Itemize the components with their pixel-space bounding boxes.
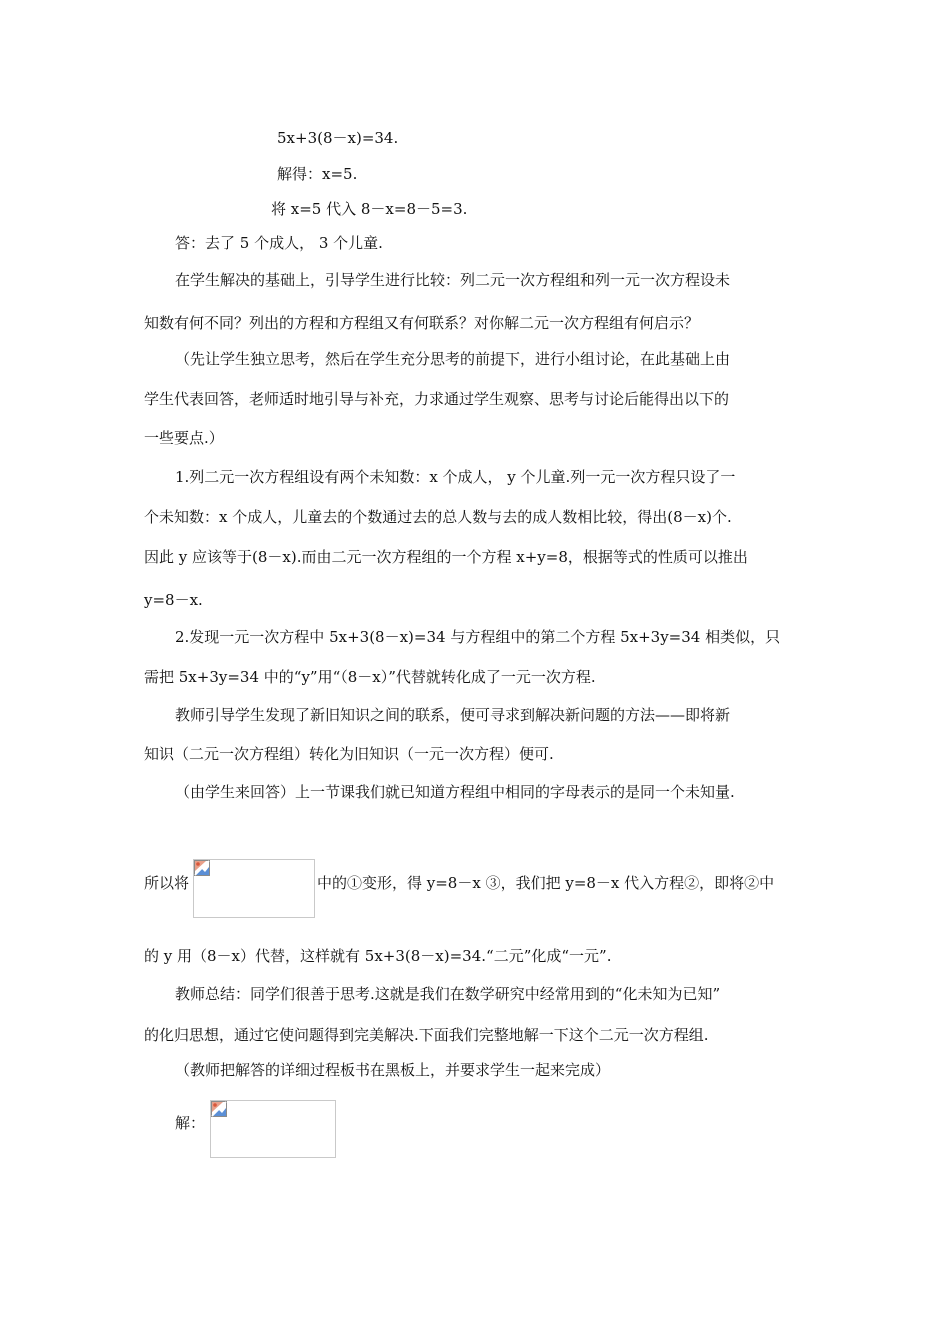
paragraph-line: y=8－x. [144, 591, 203, 609]
paragraph-line: 的 y 用（8－x）代替，这样就有 5x+3(8－x)=34.“二元”化成“一元”. [144, 947, 612, 965]
substitution-line: 将 x=5 代入 8－x=8－5=3. [271, 200, 468, 218]
paragraph-line: 个未知数：x 个成人，儿童去的个数通过去的总人数与去的成人数相比较，得出(8－x)个. [144, 508, 732, 526]
equation-line: 5x+3(8－x)=34. [277, 129, 399, 147]
broken-image-icon [211, 1101, 227, 1117]
solution-line: 解得：x=5. [277, 165, 358, 183]
solution-image-placeholder [210, 1100, 336, 1158]
paragraph-line: 1.列二元一次方程组设有两个未知数：x 个成人， y 个儿童.列一元一次方程只设了一 [175, 468, 736, 486]
paragraph-line: 所以将 [144, 874, 190, 892]
paragraph-line: 因此 y 应该等于(8－x).而由二元一次方程组的一个方程 x+y=8，根据等式的性质可以推出 [144, 548, 748, 566]
paragraph-line: 知识（二元一次方程组）转化为旧知识（一元一次方程）便可. [144, 745, 554, 763]
paragraph-line: 知数有何不同？列出的方程和方程组又有何联系？对你解二元一次方程组有何启示？ [144, 314, 700, 332]
paragraph-line: 中的①变形，得 y=8－x ③，我们把 y=8－x 代入方程②，即将②中 [317, 874, 775, 892]
paragraph-line: 的化归思想，通过它使问题得到完美解决.下面我们完整地解一下这个二元一次方程组. [144, 1026, 709, 1044]
paragraph-line: 教师总结：同学们很善于思考.这就是我们在数学研究中经常用到的“化未知为已知” [175, 985, 721, 1003]
paragraph-line: 2.发现一元一次方程中 5x+3(8－x)=34 与方程组中的第二个方程 5x+3y=34 相类似，只 [175, 628, 781, 646]
paragraph-line: （由学生来回答）上一节课我们就已知道方程组中相同的字母表示的是同一个未知量. [175, 783, 735, 801]
paragraph-line: 教师引导学生发现了新旧知识之间的联系，便可寻求到解决新问题的方法——即将新 [175, 706, 731, 724]
paragraph-line: （教师把解答的详细过程板书在黑板上，并要求学生一起来完成） [175, 1061, 611, 1079]
paragraph-line: 需把 5x+3y=34 中的“y”用“（8－x）”代替就转化成了一元一次方程. [144, 668, 596, 686]
equation-image-placeholder [193, 859, 315, 918]
paragraph-line: 一些要点.） [144, 429, 224, 447]
answer-line: 答：去了 5 个成人， 3 个儿童. [175, 234, 383, 252]
paragraph-line: 学生代表回答，老师适时地引导与补充，力求通过学生观察、思考与讨论后能得出以下的 [144, 390, 730, 408]
broken-image-icon [194, 860, 210, 876]
paragraph-line: （先让学生独立思考，然后在学生充分思考的前提下，进行小组讨论，在此基础上由 [175, 350, 731, 368]
solution-label: 解： [175, 1114, 206, 1132]
paragraph-line: 在学生解决的基础上，引导学生进行比较：列二元一次方程组和列一元一次方程设未 [175, 271, 731, 289]
